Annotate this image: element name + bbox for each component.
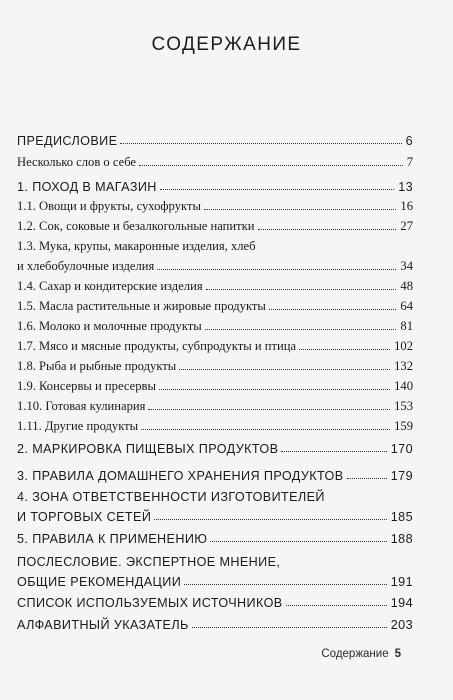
toc-entry[interactable]	[17, 463, 413, 483]
toc-entry[interactable]	[17, 484, 413, 524]
toc-entry-page: 16	[400, 199, 413, 213]
toc-entry-title: 1.7. Мясо и мясные продукты, субпродукты и птица	[17, 339, 297, 353]
toc-entry-title: 1.4. Сахар и кондитерские изделия	[17, 279, 203, 293]
toc-entry-title: 1.8. Рыба и рыбные продукты	[17, 359, 177, 373]
dot-leader	[192, 627, 387, 628]
dot-leader	[157, 269, 396, 270]
dot-leader	[148, 409, 390, 410]
toc-entry-page: 7	[406, 155, 413, 169]
toc-entry[interactable]	[17, 274, 413, 294]
toc-entry-page: 194	[390, 596, 413, 610]
toc-entry-page: 159	[394, 419, 413, 433]
toc-entry-page: 191	[390, 575, 413, 589]
toc-entry-title-continued: и хлебобулочные изделия	[17, 259, 155, 273]
toc-entry-title: Несколько слов о себе	[17, 155, 137, 169]
dot-leader	[160, 189, 394, 190]
toc-entry-title: 1.6. Молоко и молочные продукты	[17, 319, 202, 333]
dot-leader	[154, 519, 387, 520]
toc-entry-page: 132	[394, 359, 413, 373]
toc-entry-page: 34	[400, 259, 413, 273]
dot-leader	[159, 389, 390, 390]
toc-entry[interactable]	[17, 354, 413, 374]
dot-leader	[299, 349, 390, 350]
toc-entry-page: 185	[390, 510, 413, 524]
toc-entry-page: 64	[400, 299, 413, 313]
toc-entry-title: 1. ПОХОД В МАГАЗИН	[17, 180, 157, 194]
dot-leader	[204, 209, 397, 210]
dot-leader	[210, 541, 386, 542]
toc-entry-title: 1.5. Масла растительные и жировые продукты	[17, 299, 266, 313]
toc-entry[interactable]	[17, 612, 413, 632]
toc-entry[interactable]	[17, 234, 413, 274]
dot-leader	[206, 289, 397, 290]
toc-entry-title: 3. ПРАВИЛА ДОМАШНЕГО ХРАНЕНИЯ ПРОДУКТОВ	[17, 469, 344, 483]
toc-entry-page: 179	[390, 469, 413, 483]
dot-leader	[258, 229, 397, 230]
toc-entry-title: 5. ПРАВИЛА К ПРИМЕНЕНИЮ	[17, 532, 208, 546]
toc-entry[interactable]	[17, 374, 413, 394]
dot-leader	[120, 143, 401, 144]
toc-entry-title: 1.3. Мука, крупы, макаронные изделия, хлеб	[17, 239, 256, 253]
toc-entry[interactable]	[17, 526, 413, 546]
toc-entry[interactable]	[17, 294, 413, 314]
toc-entry-title: ПРЕДИСЛОВИЕ	[17, 134, 118, 148]
toc-entry-title-continued: ОБЩИЕ РЕКОМЕНДАЦИИ	[17, 575, 182, 589]
toc-entry-page: 81	[400, 319, 413, 333]
dot-leader	[179, 369, 390, 370]
toc-entry[interactable]	[17, 174, 413, 194]
toc-entry-page: 203	[390, 618, 413, 632]
dot-leader	[184, 584, 387, 585]
toc-entry-page: 48	[400, 279, 413, 293]
running-footer-label: Содержание	[321, 648, 389, 660]
dot-leader	[281, 451, 386, 452]
toc-entry[interactable]	[17, 394, 413, 414]
toc-entry[interactable]	[17, 436, 413, 456]
dot-leader	[269, 309, 397, 310]
toc-entry[interactable]	[17, 214, 413, 234]
dot-leader	[141, 429, 390, 430]
toc-entry-title: 2. МАРКИРОВКА ПИЩЕВЫХ ПРОДУКТОВ	[17, 442, 279, 456]
toc-entry-page: 140	[394, 379, 413, 393]
toc-entry-title-continued: И ТОРГОВЫХ СЕТЕЙ	[17, 510, 152, 524]
toc-entry-title: ПОСЛЕСЛОВИЕ. ЭКСПЕРТНОЕ МНЕНИЕ,	[17, 555, 281, 569]
toc-entry-page: 188	[390, 532, 413, 546]
toc-entry-page: 170	[390, 442, 413, 456]
toc-entry[interactable]	[17, 334, 413, 354]
toc-entry-page: 13	[398, 180, 413, 194]
toc-entry-page: 27	[400, 219, 413, 233]
dot-leader	[347, 478, 387, 479]
toc-entry-page: 102	[394, 339, 413, 353]
page-number: 5	[394, 648, 401, 660]
toc-entry[interactable]	[17, 314, 413, 334]
toc-entry-title: 4. ЗОНА ОТВЕТСТВЕННОСТИ ИЗГОТОВИТЕЛЕЙ	[17, 490, 325, 504]
toc-entry-title: 1.9. Консервы и пресервы	[17, 379, 156, 393]
toc-entry[interactable]	[17, 414, 413, 434]
toc-entry[interactable]	[17, 150, 413, 170]
toc-entry-title: 1.10. Готовая кулинария	[17, 399, 146, 413]
dot-leader	[139, 165, 403, 166]
page-footer	[321, 648, 401, 660]
toc-entry[interactable]	[17, 549, 413, 589]
toc-entry-title: 1.2. Сок, соковые и безалкогольные напитки	[17, 219, 255, 233]
toc-entry-title: 1.1. Овощи и фрукты, сухофрукты	[17, 199, 201, 213]
toc-entry-title: СПИСОК ИСПОЛЬЗУЕМЫХ ИСТОЧНИКОВ	[17, 596, 283, 610]
dot-leader	[205, 329, 397, 330]
toc-entry-page: 153	[394, 399, 413, 413]
dot-leader	[286, 605, 387, 606]
toc-entry[interactable]	[17, 590, 413, 610]
toc-entry-page: 6	[405, 134, 413, 148]
toc-entry-title: АЛФАВИТНЫЙ УКАЗАТЕЛЬ	[17, 618, 189, 632]
page-title: СОДЕРЖАНИЕ	[151, 34, 302, 55]
toc-entry[interactable]	[17, 194, 413, 214]
toc-entry-title: 1.11. Другие продукты	[17, 419, 139, 433]
toc-entry[interactable]	[17, 128, 413, 148]
